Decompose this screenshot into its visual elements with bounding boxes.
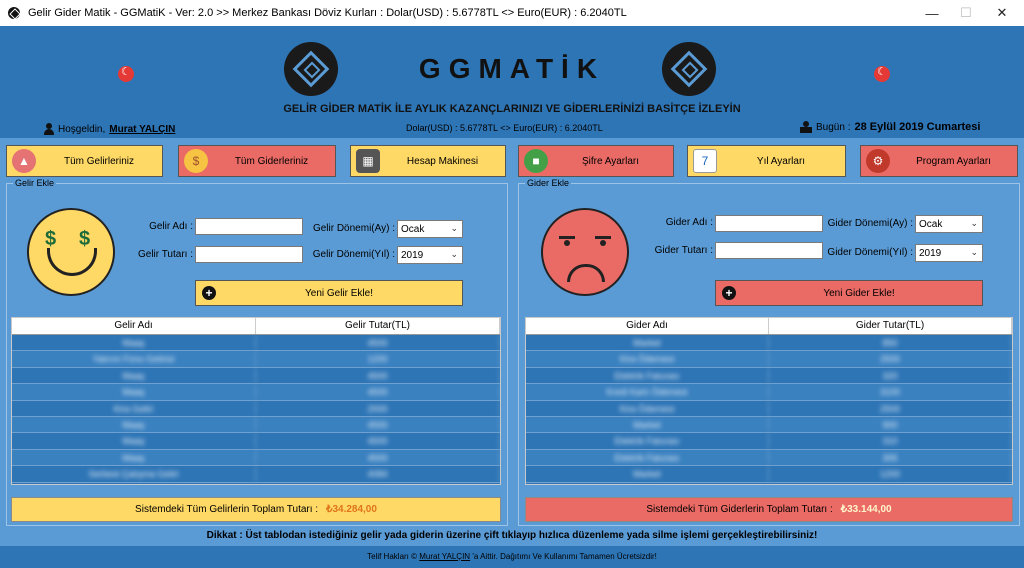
expense-panel (518, 178, 1020, 526)
header (0, 26, 1024, 138)
footer-suffix: 'a Aittir. Dağıtımı Ve Kullanımı Tamamen Ücretsizdir! (472, 552, 657, 561)
title-bar (0, 0, 1024, 26)
username-link[interactable]: Murat YALÇIN (109, 123, 176, 135)
expense-month-select[interactable] (915, 215, 983, 233)
income-total-bar (11, 497, 501, 522)
table-row[interactable]: Serbest Çalışma Geliri 4084 (12, 466, 500, 482)
expense-year-label: Gider Dönemi(Yıl) : (827, 247, 913, 258)
slogan: GELİR GİDER MATİK İLE AYLIK KAZANÇLARINIZI VE GİDERLERİNİZİ BASİTÇE İZLEYİN (283, 103, 741, 115)
password-settings-button[interactable] (518, 145, 674, 177)
table-row[interactable]: Market 900 (526, 417, 1012, 433)
expense-table[interactable] (525, 317, 1013, 485)
app-logo-icon (8, 7, 20, 19)
program-settings-button[interactable] (860, 145, 1018, 177)
table-row[interactable]: Elektrik Faturası 310 (526, 433, 1012, 449)
notice-text: Dikkat : Üst tablodan istediğiniz gelir yada giderin üzerine çift tıklayıp hızlıca düzenleme yada silme işlemi gerçekleştirebilirsiniz! (206, 530, 818, 541)
calculator-button[interactable] (350, 145, 506, 177)
nav-label: Hesap Makinesi (406, 155, 479, 167)
nav-label: Şifre Ayarları (581, 155, 640, 167)
minimize-button[interactable]: — (925, 5, 939, 21)
app-title: GGMATİK (418, 53, 606, 84)
income-legend: Gelir Ekle (15, 178, 55, 188)
expense-month-label: Gider Dönemi(Ay) : (827, 218, 913, 229)
income-total-value: ₺34.284,00 (326, 504, 377, 515)
income-panel (6, 178, 508, 526)
income-month-label: Gelir Dönemi(Ay) : (312, 223, 395, 234)
sad-face-icon (541, 208, 629, 296)
welcome (44, 123, 175, 135)
gear-icon: ⚙ (866, 149, 890, 173)
plus-icon: + (202, 286, 216, 300)
expense-total-value: ₺33.144,00 (840, 504, 892, 515)
welcome-label: Hoşgeldin, (58, 123, 106, 135)
add-income-label: Yeni Gelir Ekle! (305, 287, 373, 299)
income-name-label: Gelir Adı : (149, 221, 193, 232)
all-income-button[interactable] (6, 145, 163, 177)
add-income-button[interactable] (195, 280, 463, 306)
income-month-value: Ocak (401, 223, 425, 235)
chevron-down-icon: ⌄ (970, 218, 978, 228)
expense-month-value: Ocak (919, 218, 943, 230)
user-icon (44, 123, 54, 135)
chart-icon: ▲ (12, 149, 36, 173)
add-expense-label: Yeni Gider Ekle! (823, 287, 895, 299)
user-tie-icon (800, 121, 812, 133)
footer-prefix: Telif Hakları © (367, 552, 418, 561)
income-year-value: 2019 (401, 249, 424, 261)
expense-amount-input[interactable] (715, 242, 823, 259)
expense-name-input[interactable] (715, 215, 823, 232)
column-header[interactable]: Gelir Tutar(TL) (256, 318, 500, 334)
nav-label: Yıl Ayarları (756, 155, 806, 167)
income-table[interactable] (11, 317, 501, 485)
table-row[interactable]: Kira Geliri 2000 (12, 401, 500, 417)
income-year-select[interactable] (397, 246, 463, 264)
chevron-down-icon: ⌄ (970, 247, 978, 257)
table-row[interactable]: Maaş 4500 (12, 417, 500, 433)
income-name-input[interactable] (195, 218, 303, 235)
date-display (800, 121, 980, 133)
calendar-icon: 7 (693, 149, 717, 173)
column-header[interactable]: Gider Tutar(TL) (769, 318, 1012, 334)
expense-legend: Gider Ekle (527, 178, 570, 188)
expense-year-value: 2019 (919, 247, 942, 259)
table-row[interactable]: Maaş 4500 (12, 433, 500, 449)
income-year-label: Gelir Dönemi(Yıl) : (312, 249, 395, 260)
table-row[interactable]: Maaş 4500 (12, 368, 500, 384)
lock-icon: ■ (524, 149, 548, 173)
plus-icon: + (722, 286, 736, 300)
expense-total-bar (525, 497, 1013, 522)
calculator-watch-icon: ▦ (356, 149, 380, 173)
column-header[interactable]: Gider Adı (526, 318, 769, 334)
happy-face-icon: $ $ (27, 208, 115, 296)
table-row[interactable]: Kredi Kartı Ödemesi 3100 (526, 384, 1012, 400)
footer-author-link[interactable]: Murat YALÇIN (419, 552, 471, 561)
income-amount-label: Gelir Tutarı : (137, 249, 193, 260)
nav-label: Program Ayarları (916, 155, 991, 167)
year-settings-button[interactable] (687, 145, 846, 177)
close-button[interactable]: ✕ (996, 5, 1008, 20)
maximize-button[interactable]: ☐ (960, 5, 972, 20)
nav-label: Tüm Gelirleriniz (63, 155, 134, 167)
chevron-down-icon: ⌄ (450, 249, 458, 259)
table-row[interactable]: Maaş 4500 (12, 335, 500, 351)
table-header (526, 318, 1012, 335)
income-month-select[interactable] (397, 220, 463, 238)
table-row[interactable]: Kira Ödemesi 2500 (526, 351, 1012, 367)
table-row[interactable]: Market 850 (526, 335, 1012, 351)
expense-year-select[interactable] (915, 244, 983, 262)
nav-label: Tüm Giderleriniz (234, 155, 309, 167)
footer (0, 546, 1024, 568)
exchange-rates: Dolar(USD) : 5.6778TL <> Euro(EUR) : 6.2040TL (406, 123, 603, 133)
chevron-down-icon: ⌄ (450, 223, 458, 233)
table-row[interactable]: Kira Ödemesi 2500 (526, 401, 1012, 417)
coins-icon: $ (184, 149, 208, 173)
date-label: Bugün : (816, 121, 851, 133)
date-value: 28 Eylül 2019 Cumartesi (854, 121, 981, 133)
table-row[interactable]: Elektrik Faturası 320 (526, 368, 1012, 384)
income-amount-input[interactable] (195, 246, 303, 263)
table-row[interactable]: Elektrik Faturası 305 (526, 450, 1012, 466)
all-expenses-button[interactable] (178, 145, 336, 177)
window-title: Gelir Gider Matik - GGMatiK - Ver: 2.0 >> Merkez Bankası Döviz Kurları : Dolar(USD) : 5.6778TL <> Euro(EUR) : 6.2040TL (28, 7, 627, 19)
expense-total-label: Sistemdeki Tüm Giderlerin Toplam Tutarı : (646, 504, 833, 515)
table-row[interactable]: Yatırım Fonu Getirisi 1200 (12, 351, 500, 367)
income-total-label: Sistemdeki Tüm Gelirlerin Toplam Tutarı : (135, 504, 319, 515)
table-row[interactable]: Market 1200 (526, 466, 1012, 482)
add-expense-button[interactable] (715, 280, 983, 306)
column-header[interactable]: Gelir Adı (12, 318, 256, 334)
table-row[interactable]: Maaş 4500 (12, 384, 500, 400)
expense-name-label: Gider Adı : (665, 217, 713, 228)
table-header (12, 318, 500, 335)
table-row[interactable]: Maaş 4500 (12, 450, 500, 466)
expense-amount-label: Gider Tutarı : (654, 245, 713, 256)
